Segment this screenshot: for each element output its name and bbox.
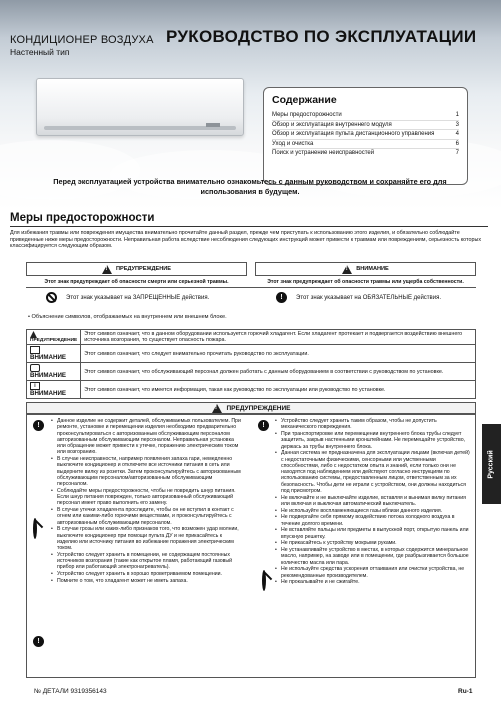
warning-description: Этот знак предупреждает об опасности смерти или серьезной травмы. [44,279,229,285]
section-title: Меры предосторожности [10,212,155,224]
forbidden-description: Этот знак указывает на ЗАПРЕЩЕННЫЕ действия. [66,294,210,301]
list-item: • Не используйте воспламеняющиеся газы вблизи данного изделия. [274,508,470,514]
language-tab [482,424,501,504]
page-number: Ru-1 [458,688,473,695]
manual-book-icon [30,346,40,354]
list-item: • Не подвергайте себя прямому воздействию потока холодного воздуха в течение долгого времени. [274,514,470,527]
list-item: • Не прокалывайте и не сжигайте. [274,579,470,585]
toc-item-page: 6 [455,140,459,147]
mandatory-icon: ! [276,292,287,303]
language-tab-label: Русский [488,449,496,479]
toc-item-title: Обзор и эксплуатация пульта дистанционного управления [272,131,435,138]
info-book-icon: i [30,382,40,390]
divider [26,287,476,288]
caution-triangle-icon [342,265,352,274]
list-item: • Соблюдайте меры предосторожности, чтобы не повредить шнур питания. Если шнур питания поврежден, только авторизованный обслуживающий персонал имеет право выполнить его замену. [50,488,242,507]
table-of-contents [263,87,468,185]
warning-section-title: ПРЕДУПРЕЖДЕНИЕ [226,404,291,412]
symbols-table [26,329,476,399]
toc-item-page: 7 [455,150,459,157]
toc-item-page: 1 [455,112,459,118]
manual-title: РУКОВОДСТВО ПО ЭКСПЛУАТАЦИИ [166,27,477,46]
toc-item[interactable] [272,140,459,150]
list-item: • Не включайте и не выключайте изделие, вставляя и вынимая вилку питания или включая и выключая автоматический выключатель. [274,495,470,508]
list-item: • В случае неисправности, например появления запаха гари, немедленно выключите кондиционер и отключите все источники питания в сеть или выдерните вилку из розетки. Затем проконсультируйтесь с авторизованным обслуживающим персоналом/авторизованным обслуживающим персоналом. [50,456,242,487]
warning-label-box [26,262,247,276]
symbols-note: • Объяснение символов, отображаемых на внутреннем или внешнем блоке. [28,314,227,320]
list-item: • Не используйте средства ускорения оттаивания или очистки устройства, не рекомендованные производителем. [274,566,470,579]
caution-description: Этот знак предупреждает об опасности травмы или ущерба собственности. [267,279,464,285]
toc-item-title: Уход и очистка [272,140,314,147]
symbol-description: Этот символ означает, что обслуживающий персонал должен работать с данным оборудованием в соответствии с руководством по установке. [81,363,476,381]
warning-list-left [50,418,242,585]
warning-list-right [274,418,470,586]
mandatory-icon: ! [33,420,44,431]
table-row [27,330,476,345]
warning-label: ПРЕДУПРЕЖДЕНИЕ [115,266,172,272]
toc-item-title: Обзор и эксплуатация внутреннего модуля [272,121,392,128]
list-item: • Данное изделие не содержит деталей, обслуживаемых пользователем. При ремонте, установке и перемещении изделия необходимо предварительно проконсультироваться с авторизованным обслуживающим персоналом авторизованным обслуживающим персоналом. Неправильная установка или обращение может привести к утечке, поражению электрическим током или возгоранию. [50,418,242,456]
list-item: • Не прикасайтесь к устройству мокрыми руками. [274,540,470,546]
table-row [27,381,476,399]
list-item: • Данная система не предназначена для эксплуатации лицами (включая детей) с недостаточными физическими, сенсорными или умственными способностями, либо с недостатком опыта и знаний, если только они не находятся под наблюдением или действуют согласно инструкциям по использованию системы, предоставленным лицом, ответственным за их безопасность. Чтобы дети не играли с устройством, они должны находиться под присмотром. [274,450,470,494]
mandatory-description: Этот знак указывает на ОБЯЗАТЕЛЬНЫЕ действия. [296,294,441,301]
symbol-label: ПРЕДУПРЕЖДЕНИЕ [27,330,81,345]
mandatory-icon: ! [33,636,44,647]
air-conditioner-logo [206,123,220,127]
prohibited-icon [262,570,266,591]
symbol-description: Этот символ означает, что следует внимательно прочитать руководство по эксплуатации. [81,345,476,363]
product-subtitle: Настенный тип [10,47,70,57]
toc-item[interactable] [272,130,459,140]
list-item: • В случае грозы или каких-либо признаков того, что возможен удар молнии, выключите кондиционер при помощи пульта ДУ и не прикасайтесь к изделию или источнику питания во избежание поражения электрическим током. [50,526,242,551]
warning-section-header [26,402,476,414]
caution-label-box [255,262,476,276]
intro-notice: Перед эксплуатацией устройства внимательно ознакомьтесь с данным руководством и сохраняйте его для использования в будущем. [53,177,447,196]
list-item: • В случае утечки хладагента проследите, чтобы он не вступил в контакт с огнем или какими-либо горючими веществами, и проконсультируйтесь с авторизованным обслуживающим персоналом. [50,507,242,526]
toc-item-title: Меры предосторожности [272,112,342,118]
mandatory-legend [276,292,441,303]
service-wrench-icon [30,364,40,372]
table-row [27,363,476,381]
warning-triangle-icon [212,404,222,413]
prohibited-icon [46,292,57,303]
toc-heading: Содержание [272,94,337,106]
toc-item-title: Поиск и устранение неисправностей [272,150,375,157]
list-item: • Устройство следует хранить в хорошо проветриваемом помещении. [50,571,242,577]
list-item: • Помните о том, что хладагент может не иметь запаха. [50,578,242,584]
toc-item-page: 3 [455,121,459,128]
prohibited-icon [33,518,37,539]
product-title: КОНДИЦИОНЕР ВОЗДУХА [10,34,154,46]
list-item: • Устройство следует хранить в помещении, не содержащем постоянных источников возгорания (такие как открытое пламя, работающий газовый прибор или работающий электронагреватель). [50,552,242,571]
toc-item[interactable] [272,121,459,131]
symbol-label: iВНИМАНИЕ [27,381,81,399]
warning-triangle-icon [102,265,112,274]
toc-item-page: 4 [455,131,459,138]
forbidden-legend [46,292,209,303]
list-item: • Не устанавливайте устройство в местах, в которых содержится минеральное масло, например, на заводе или в помещении, где разбрызгивается большое количество масла или пара. [274,547,470,566]
list-item: • При транспортировке или перемещении внутреннего блока трубы следует защитить, закрыв настенными кронштейнами. Не перемещайте устройство, держась за трубы внутреннего блока. [274,431,470,450]
symbol-label: ВНИМАНИЕ [27,345,81,363]
section-divider [10,226,488,227]
part-number: № ДЕТАЛИ 9319356143 [34,688,107,695]
section-intro-text: Для избежания травмы или повреждения имущества внимательно прочитайте данный раздел, прежде чем приступать к использованию этого изделия, и обязательно соблюдайте приведенные ниже меры предосторожности. Неправильная работа вследствие несоблюдения следующих инструкций может привести к травмам или повреждениям, серьезность которых классифицируется следующим образом. [10,230,482,250]
symbol-label: ВНИМАНИЕ [27,363,81,381]
caution-label: ВНИМАНИЕ [356,266,389,272]
list-item: • Не вставляйте пальцы или предметы в выпускной порт, открытую панель или впускную решетку. [274,527,470,540]
symbol-description: Этот символ означает, что в данном оборудовании используется горючий хладагент. Если хладагент протекает и подвергается воздействию внешнего источника возгорания, то существует опасность пожара. [81,330,476,345]
list-item: • Устройство следует хранить таким образом, чтобы не допустить механического повреждения. [274,418,470,431]
symbol-description: Этот символ означает, что имеется информация, такая как руководство по эксплуатации или руководство по установке. [81,381,476,399]
table-row [27,345,476,363]
mandatory-icon: ! [258,420,269,431]
flame-warning-icon [30,331,37,338]
toc-item[interactable] [272,111,459,121]
toc-item[interactable] [272,149,459,158]
